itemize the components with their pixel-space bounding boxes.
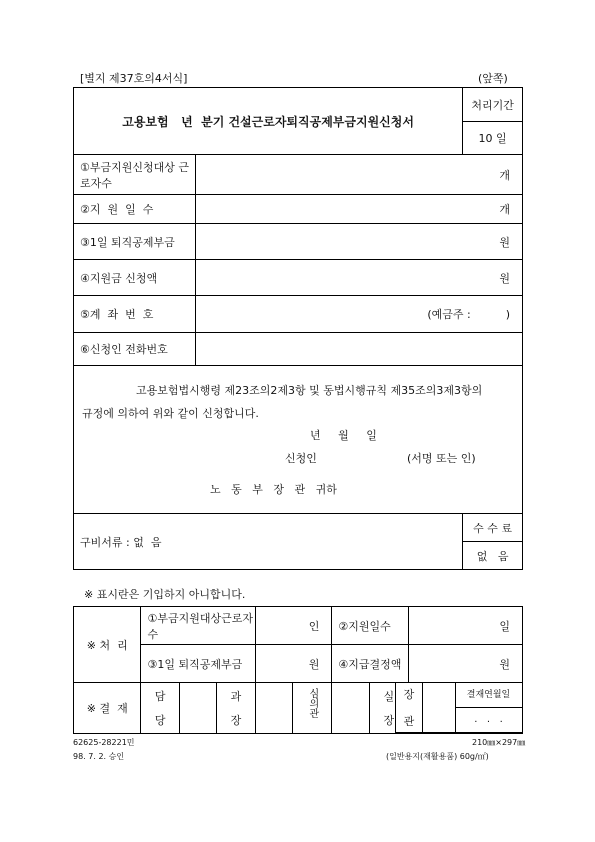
- processing-label: ※ 처 리: [74, 607, 141, 683]
- approval-role-4: 실 장: [370, 683, 409, 734]
- approval-role-2: 과 장: [217, 683, 255, 734]
- field-value-phone[interactable]: [195, 333, 522, 366]
- applicant-label: 신청인: [285, 452, 317, 465]
- approval-stamp-3[interactable]: [332, 683, 370, 734]
- fee-value: 없 음: [463, 542, 523, 570]
- declaration-date: 년 월 일: [310, 429, 377, 442]
- proc-days-label: ②지원일수: [332, 607, 408, 645]
- recipient: 노 동 부 장 관 귀하: [210, 483, 337, 496]
- approval-date-value[interactable]: . . .: [474, 714, 503, 725]
- notice-text: ※ 표시란은 기입하지 아니합니다.: [84, 588, 246, 601]
- field-label-days: ②지 원 일 수: [74, 195, 196, 224]
- approval-role-6: 장 관: [396, 683, 423, 732]
- declaration-block: [74, 366, 523, 514]
- declaration-line1: 고용보험법시행령 제23조의2제3항 및 동법시행규칙 제35조의3제3항의: [136, 384, 483, 397]
- processing-period-label: 처리기간: [463, 88, 523, 122]
- approval-date-label: 결재연월일: [455, 683, 522, 708]
- field-label-daily-premium: ③1일 퇴직공제부금: [74, 224, 196, 260]
- documents-label: 구비서류 : 없 음: [74, 514, 463, 570]
- field-value-workers[interactable]: 개: [195, 155, 522, 195]
- page-side: (앞쪽): [478, 72, 508, 85]
- field-value-amount[interactable]: 원: [195, 260, 522, 296]
- field-label-workers: ①부금지원신청대상 근로자수: [74, 155, 196, 195]
- proc-days-unit: 일: [408, 607, 522, 645]
- proc-workers-unit: 인: [255, 607, 332, 645]
- form-id: [별지 제37호의4서식]: [80, 72, 188, 85]
- field-label-phone: ⑥신청인 전화번호: [74, 333, 196, 366]
- footer-size: 210㎜×297㎜: [472, 738, 526, 747]
- approval-role-3: 심의관: [293, 683, 332, 734]
- signature-label: (서명 또는 인): [407, 452, 476, 465]
- proc-premium-unit: 원: [255, 645, 332, 683]
- approval-role-1: 담 당: [141, 683, 179, 734]
- approval-right-block: [395, 683, 523, 733]
- fee-label: 수 수 료: [463, 514, 523, 542]
- form-title: 고용보험 년 분기 건설근로자퇴직공제부금지원신청서: [74, 88, 463, 155]
- approval-stamp-2[interactable]: [255, 683, 293, 734]
- footer-paper: (일반용지(재활용품) 60g/㎡): [386, 752, 489, 761]
- field-label-amount: ④지원금 신청액: [74, 260, 196, 296]
- proc-amount-label: ④지급결정액: [332, 645, 408, 683]
- approval-stamp-6[interactable]: [423, 683, 456, 732]
- footer-code: 62625-28221민: [73, 738, 135, 747]
- field-value-account[interactable]: (예금주 : ): [195, 296, 522, 333]
- application-form: [73, 87, 523, 570]
- approval-stamp-1[interactable]: [179, 683, 216, 734]
- footer-approval-date: 98. 7. 2. 승인: [73, 752, 125, 761]
- declaration-line2: 규정에 의하여 위와 같이 신청합니다.: [82, 407, 259, 420]
- proc-amount-unit: 원: [408, 645, 522, 683]
- approval-label: ※ 결 재: [74, 683, 141, 734]
- proc-workers-label: ①부금지원대상근로자수: [141, 607, 255, 645]
- field-value-daily-premium[interactable]: 원: [195, 224, 522, 260]
- field-value-days[interactable]: 개: [195, 195, 522, 224]
- proc-premium-label: ③1일 퇴직공제부금: [141, 645, 255, 683]
- field-label-account: ⑤계 좌 번 호: [74, 296, 196, 333]
- processing-period-value: 10 일: [463, 122, 523, 155]
